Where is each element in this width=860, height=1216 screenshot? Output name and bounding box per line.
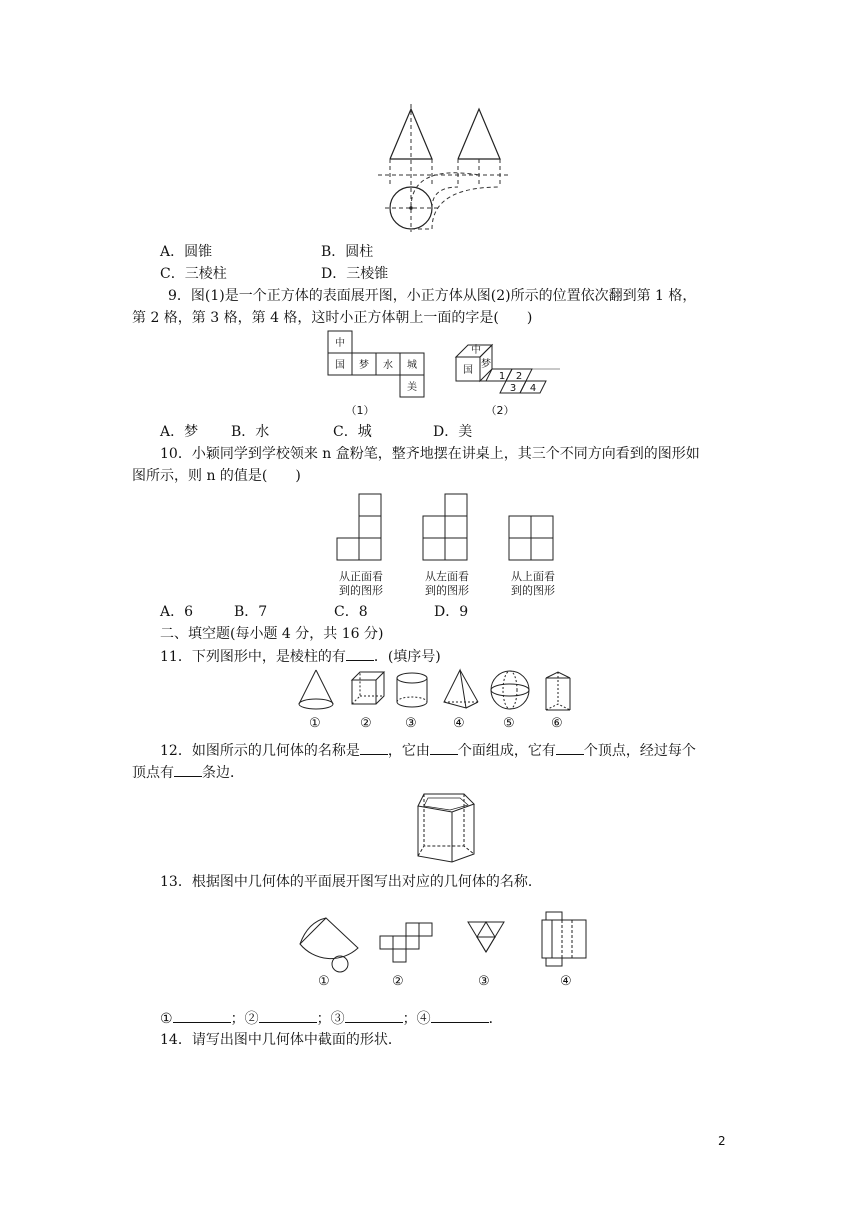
net-face-mei: 美	[407, 382, 417, 393]
grid-cell-3: 3	[509, 383, 517, 394]
q10-left-caption: 从左面看 到的图形	[425, 570, 469, 597]
q8-options-row-1	[0, 242, 860, 262]
q12-blank-vertices[interactable]	[556, 740, 584, 755]
q8-option-c[interactable]: C．三棱柱	[160, 266, 227, 282]
q12-question-line-1: 12．如图所示的几何体的名称是 ，它由 个面组成，它有 个顶点，经过每个	[160, 740, 696, 761]
page-number: 2	[718, 1134, 726, 1148]
q9-cube-roll-figure	[454, 339, 564, 399]
q13-answer-blank-3[interactable]	[345, 1008, 403, 1023]
q10-front-view	[336, 492, 386, 564]
q9-options-row	[0, 422, 860, 442]
q12-blank-name[interactable]	[360, 740, 388, 755]
q10-option-a[interactable]: A．6	[160, 604, 194, 620]
q8-option-a[interactable]: A．圆锥	[160, 244, 213, 260]
q13-label-3: ③	[478, 974, 490, 989]
q8-option-b[interactable]: B．圆柱	[321, 244, 374, 260]
q13-nets-figure	[296, 900, 596, 972]
q11-shapes-figure	[296, 668, 586, 714]
q12-pentagonal-prism-figure	[414, 792, 478, 868]
q10-option-b[interactable]: B．7	[234, 604, 268, 620]
q10-option-d[interactable]: D．9	[434, 604, 469, 620]
cube-right-face: 梦	[481, 359, 491, 370]
section-heading-fill-in: 二、填空题(每小题 4 分，共 16 分)	[160, 626, 384, 642]
q13-label-4: ④	[560, 974, 572, 989]
q9-fig1-label: （1）	[345, 404, 375, 417]
q11-label-6: ⑥	[551, 716, 563, 731]
q11-shape-labels	[296, 716, 586, 734]
net-face-shui: 水	[383, 360, 393, 371]
q11-answer-blank[interactable]	[346, 646, 374, 661]
q10-question-line-1: 10．小颖同学到学校领来 n 盒粉笔，整齐地摆在讲桌上，其三个不同方向看到的图形如	[160, 446, 700, 462]
net-face-guo: 国	[335, 360, 345, 371]
grid-cell-4: 4	[529, 383, 537, 394]
q8-three-view-figure	[370, 104, 500, 234]
cube-top-face: 中	[471, 345, 481, 356]
cube-front-face: 国	[463, 365, 473, 376]
q10-question-line-2: 图所示，则 n 的值是( )	[132, 468, 301, 484]
q9-question-line-1: 9．图(1)是一个正方体的表面展开图，小正方体从图(2)所示的位置依次翻到第 1 格，	[168, 288, 697, 304]
q10-option-c[interactable]: C．8	[334, 604, 368, 620]
grid-cell-1: 1	[498, 371, 506, 382]
q13-label-1: ①	[318, 974, 330, 989]
q13-question: 13．根据图中几何体的平面展开图写出对应的几何体的名称．	[160, 874, 542, 890]
q11-label-3: ③	[405, 716, 417, 731]
q13-label-2: ②	[392, 974, 404, 989]
q8-options-row-2	[0, 264, 860, 284]
q11-label-5: ⑤	[503, 716, 515, 731]
q13-answer-blank-1[interactable]	[173, 1008, 231, 1023]
q10-top-caption: 从上面看 到的图形	[511, 570, 555, 597]
q13-net-labels	[296, 974, 596, 992]
q12-blank-edges[interactable]	[174, 762, 202, 777]
q10-options-row	[0, 602, 860, 622]
q11-question: 11．下列图形中，是棱柱的有 ．(填序号)	[160, 646, 441, 667]
q12-question-line-2: 顶点有 条边．	[132, 762, 244, 783]
q9-fig2-label: （2）	[485, 404, 515, 417]
q9-option-b[interactable]: B．水	[231, 424, 270, 440]
q9-option-d[interactable]: D．美	[433, 424, 473, 440]
q10-front-caption: 从正面看 到的图形	[339, 570, 383, 597]
q11-label-2: ②	[360, 716, 372, 731]
grid-cell-2: 2	[515, 371, 523, 382]
q9-question-line-2: 第 2 格，第 3 格，第 4 格，这时小正方体朝上一面的字是( )	[132, 310, 533, 326]
net-face-zhong: 中	[335, 338, 345, 349]
q9-option-c[interactable]: C．城	[333, 424, 372, 440]
q14-question: 14．请写出图中几何体中截面的形状．	[160, 1032, 402, 1048]
q10-top-view	[508, 514, 558, 564]
q13-answer-blank-2[interactable]	[259, 1008, 317, 1023]
q10-left-view	[422, 492, 472, 564]
q11-label-1: ①	[309, 716, 321, 731]
q13-answer-blank-4[interactable]	[431, 1008, 489, 1023]
net-face-meng: 梦	[359, 360, 369, 371]
q13-answer-row: ① ；② ；③ ；④ ．	[160, 1008, 503, 1029]
q11-label-4: ④	[453, 716, 465, 731]
net-face-cheng: 城	[407, 360, 417, 371]
q8-option-d[interactable]: D．三棱锥	[321, 266, 389, 282]
q9-option-a[interactable]: A．梦	[160, 424, 199, 440]
q9-cube-net-figure	[328, 331, 428, 401]
q12-blank-faces[interactable]	[430, 740, 458, 755]
